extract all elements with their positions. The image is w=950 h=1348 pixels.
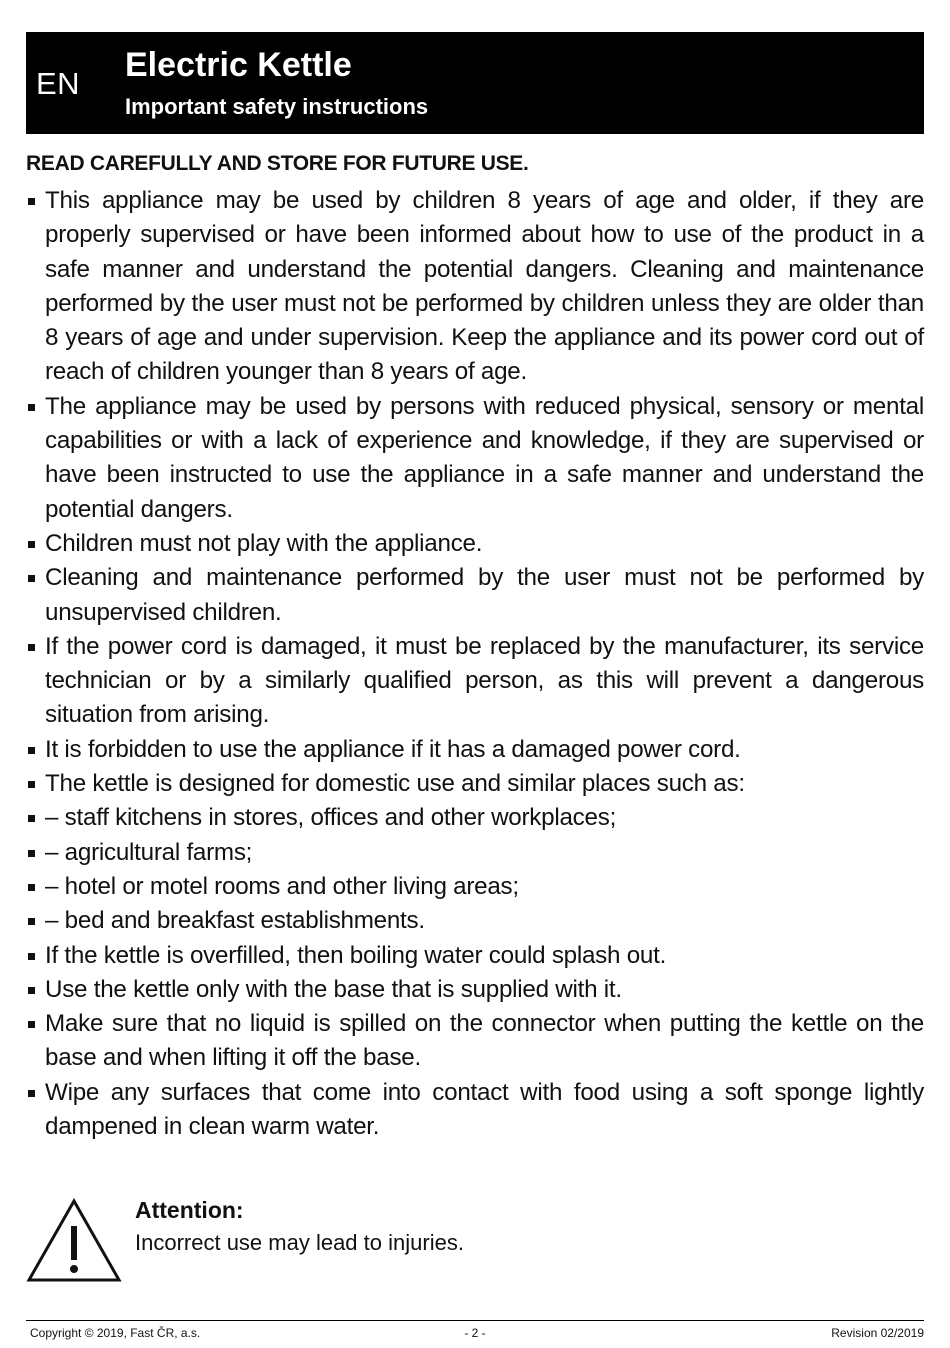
sub-list-item: – bed and breakfast establishments.	[26, 904, 924, 938]
list-item: Children must not play with the appliance.	[26, 527, 924, 561]
list-item: The kettle is designed for domestic use and similar places such as:	[26, 767, 924, 801]
list-item: If the power cord is damaged, it must be replaced by the manufacturer, its service technician or by a similarly qualified person, as this will prevent a dangerous situation from arising.	[26, 630, 924, 733]
list-item: Make sure that no liquid is spilled on the connector when putting the kettle on the base and when lifting it off the base.	[26, 1007, 924, 1076]
safety-instructions-list	[26, 184, 924, 1144]
document-subtitle: Important safety instructions	[125, 94, 429, 119]
list-item: The appliance may be used by persons with reduced physical, sensory or mental capabilities or with a lack of experience and knowledge, if they are supervised or have been instructed to use the appliance in a safe manner and understand the potential dangers.	[26, 390, 924, 527]
sub-list-item: – hotel or motel rooms and other living areas;	[26, 870, 924, 904]
document-title: Electric Kettle	[125, 46, 352, 84]
footer-divider	[26, 1320, 924, 1321]
attention-title: Attention:	[135, 1197, 244, 1223]
list-item: Use the kettle only with the base that is supplied with it.	[26, 973, 924, 1007]
read-carefully-heading: READ CAREFULLY AND STORE FOR FUTURE USE.	[26, 152, 529, 175]
list-item: This appliance may be used by children 8 years of age and older, if they are properly supervised or have been informed about how to use of the product in a safe manner and understand the potential dangers. Cleaning and maintenance performed by the user must not be performed by children unless they are older than 8 years of age and under supervision. Keep the appliance and its power cord out of reach of children younger than 8 years of age.	[26, 184, 924, 390]
page-number: - 2 -	[464, 1326, 486, 1340]
footer-copyright: Copyright © 2019, Fast ČR, a.s.	[30, 1326, 201, 1340]
list-item: Cleaning and maintenance performed by the user must not be performed by unsupervised children.	[26, 561, 924, 630]
sub-list-item: – agricultural farms;	[26, 836, 924, 870]
attention-text: Incorrect use may lead to injuries.	[135, 1230, 464, 1255]
language-code: EN	[36, 66, 81, 101]
list-item: It is forbidden to use the appliance if it has a damaged power cord.	[26, 733, 924, 767]
header-banner	[26, 32, 924, 134]
sub-list-item: – staff kitchens in stores, offices and other workplaces;	[26, 801, 924, 835]
warning-triangle-icon	[26, 1198, 122, 1283]
list-item: Wipe any surfaces that come into contact with food using a soft sponge lightly dampened in clean warm water.	[26, 1076, 924, 1145]
footer-revision: Revision 02/2019	[831, 1326, 924, 1340]
list-item: If the kettle is overfilled, then boiling water could splash out.	[26, 939, 924, 973]
